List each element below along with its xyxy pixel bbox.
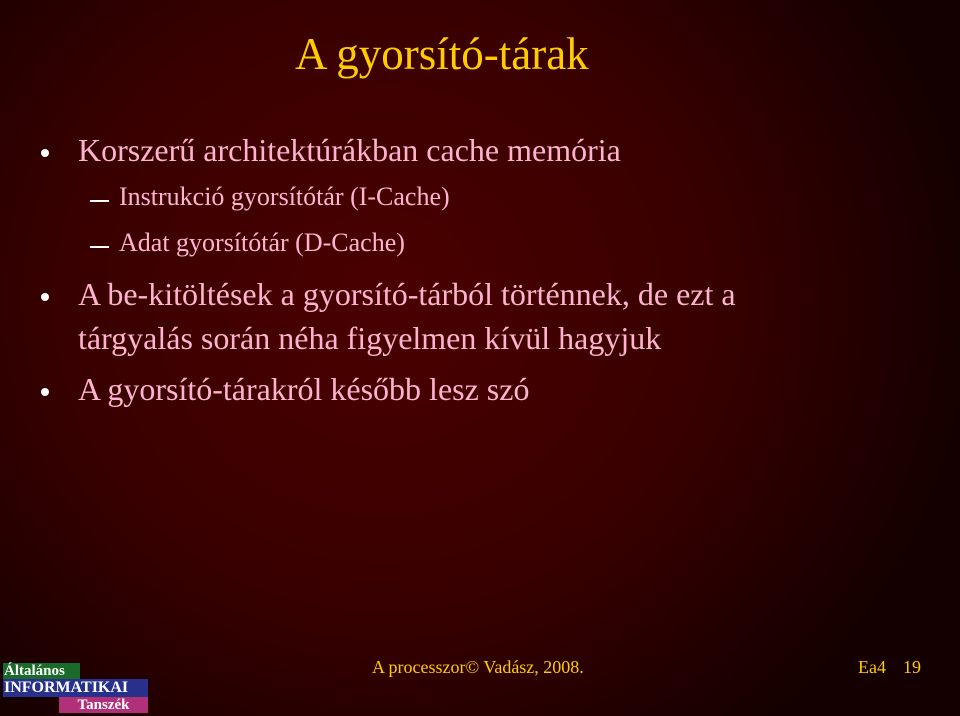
footer-page-number: 19 (903, 657, 921, 677)
bullet-item-fill-line1: A be-kitöltések a gyorsító-tárból történnek, de ezt a (78, 276, 736, 312)
bullet-dot-icon (41, 388, 49, 396)
bullet-dot-icon (41, 149, 49, 157)
sub-bullet-dcache: Adat gyorsítótár (D-Cache) (119, 228, 405, 257)
footer-center-text: A processzor© Vadász, 2008. (372, 657, 584, 677)
sub-bullet-icache: Instrukció gyorsítótár (I-Cache) (119, 182, 450, 211)
bullet-item-cache: Korszerű architektúrákban cache memória (78, 132, 621, 168)
logo-line-2: INFORMATIKAI (3, 679, 148, 697)
logo-line-3: Tanszék (59, 697, 148, 713)
bullet-dash-icon (90, 246, 109, 248)
bullet-item-fill-line2: tárgyalás során néha figyelmen kívül hagyjuk (78, 320, 662, 356)
bullet-dash-icon (90, 200, 109, 202)
logo-line-1: Általános (3, 663, 80, 679)
bullet-item-later: A gyorsító-tárakról később lesz szó (78, 371, 530, 407)
slide-title: A gyorsító-tárak (295, 29, 589, 79)
footer-lecture-label: Ea4 (858, 657, 886, 677)
bullet-dot-icon (41, 293, 49, 301)
department-logo (3, 663, 148, 713)
